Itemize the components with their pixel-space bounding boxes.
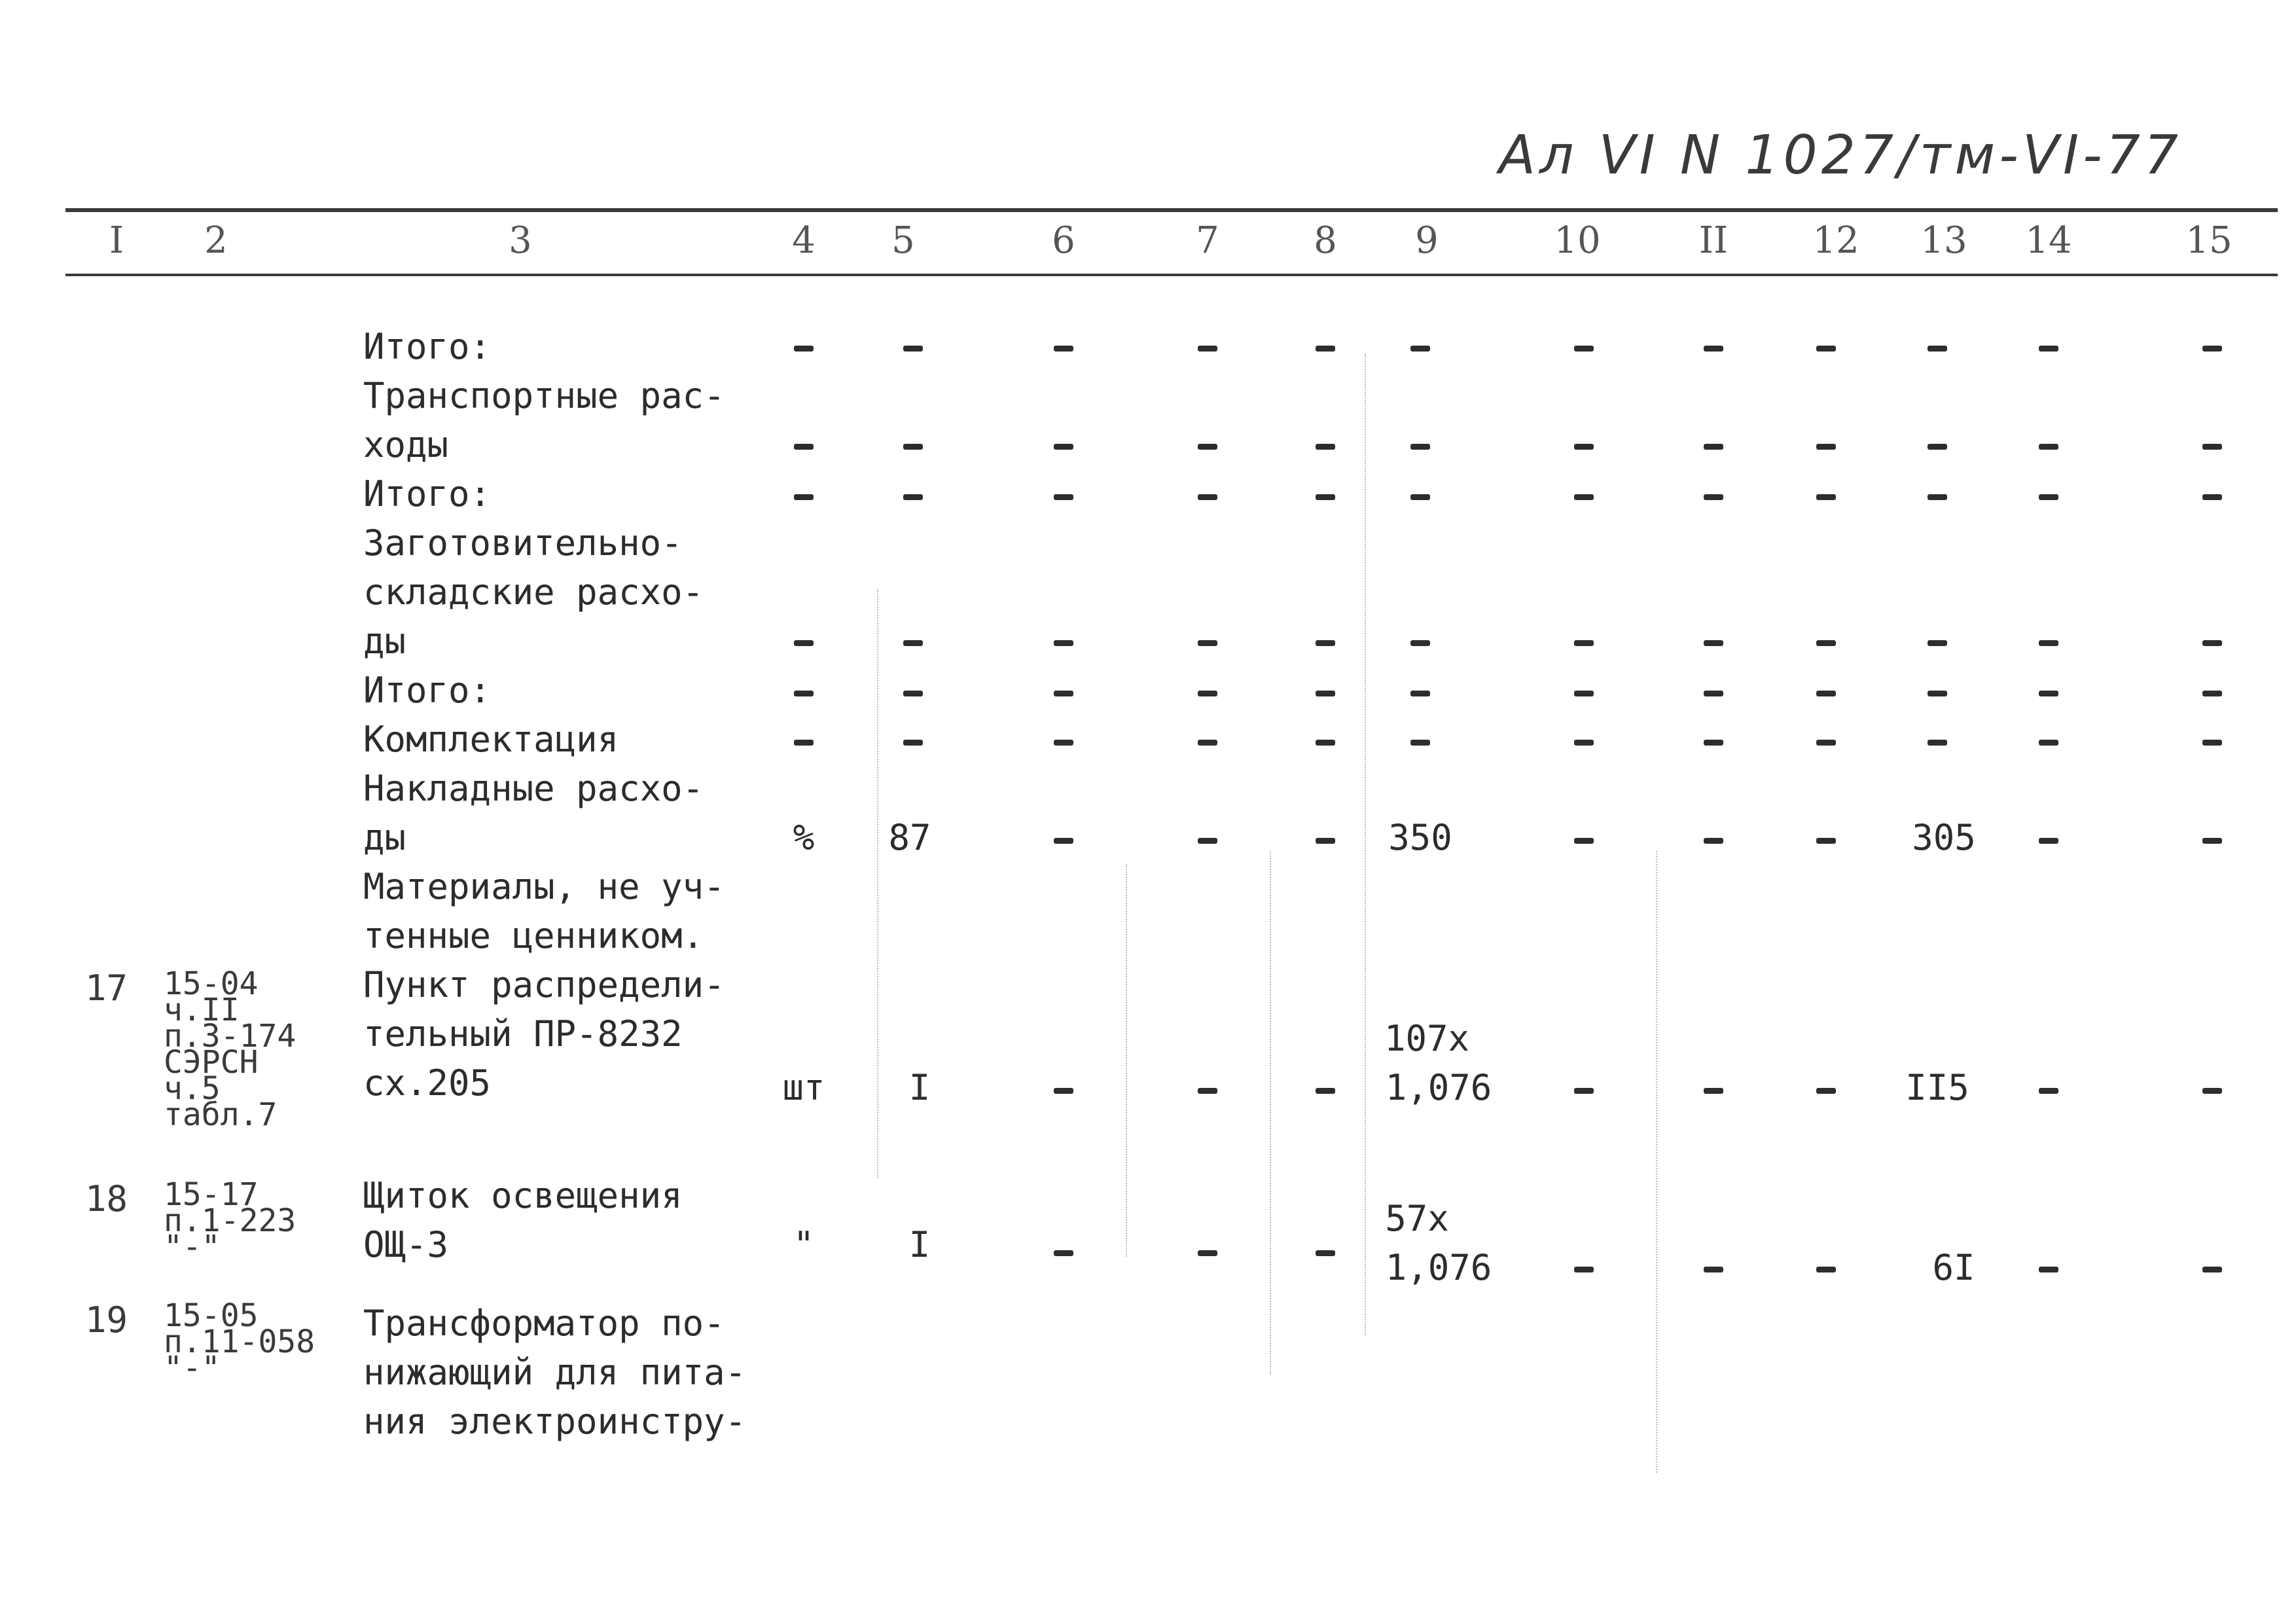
empty-cell-dash	[1410, 740, 1430, 746]
row-19-number: 19	[85, 1299, 128, 1341]
empty-cell-dash	[2202, 691, 2222, 696]
empty-cell-dash	[1704, 691, 1723, 696]
nakl-col5: 87	[888, 817, 931, 858]
column-guide	[1270, 851, 1271, 1375]
row-nakl-label-line1: Накладные расхо-	[363, 768, 704, 809]
row-itogo-1-label: Итого:	[363, 326, 492, 367]
empty-cell-dash	[794, 494, 814, 500]
empty-cell-dash	[1816, 838, 1836, 844]
col-header-13: 13	[1920, 219, 1967, 262]
empty-cell-dash	[1816, 494, 1836, 500]
empty-cell-dash	[1574, 346, 1594, 352]
empty-cell-dash	[1198, 640, 1217, 646]
empty-cell-dash	[1816, 1088, 1836, 1094]
row-17-label-line2: тельный ПР-8232	[363, 1013, 683, 1055]
empty-cell-dash	[1054, 444, 1073, 450]
empty-cell-dash	[1410, 640, 1430, 646]
empty-cell-dash	[1574, 1267, 1594, 1272]
empty-cell-dash	[1928, 346, 1947, 352]
empty-cell-dash	[2039, 1267, 2058, 1272]
col-header-3: 3	[509, 219, 532, 262]
empty-cell-dash	[1316, 1088, 1335, 1094]
row-itogo-3-label: Итого:	[363, 670, 492, 711]
row-itogo-2-label: Итого:	[363, 473, 492, 514]
empty-cell-dash	[903, 494, 923, 500]
empty-cell-dash	[2202, 640, 2222, 646]
table-top-rule	[65, 208, 2278, 212]
empty-cell-dash	[1198, 1250, 1217, 1256]
empty-cell-dash	[1316, 838, 1335, 844]
empty-cell-dash	[1316, 444, 1335, 450]
row-mat-label-line1: Материалы, не уч-	[363, 866, 725, 907]
empty-cell-dash	[2039, 1088, 2058, 1094]
empty-cell-dash	[1704, 838, 1723, 844]
column-guide	[1126, 864, 1127, 1257]
empty-cell-dash	[903, 640, 923, 646]
row-18-label-line2: ОЩ-3	[363, 1224, 449, 1265]
empty-cell-dash	[1054, 691, 1073, 696]
empty-cell-dash	[1410, 494, 1430, 500]
row-17-col5: I	[908, 1067, 931, 1108]
col-header-8: 8	[1314, 219, 1337, 262]
row-18-number: 18	[85, 1178, 128, 1219]
column-guide	[1656, 851, 1657, 1473]
row-18-col5: I	[908, 1224, 931, 1265]
empty-cell-dash	[1928, 494, 1947, 500]
row-19-code: 15-05 п.11-058 "-"	[164, 1297, 315, 1386]
row-mat-label-line2: тенные ценником.	[363, 915, 704, 956]
empty-cell-dash	[794, 640, 814, 646]
empty-cell-dash	[794, 346, 814, 352]
empty-cell-dash	[1198, 1088, 1217, 1094]
empty-cell-dash	[2202, 1088, 2222, 1094]
empty-cell-dash	[2202, 1267, 2222, 1272]
empty-cell-dash	[1054, 494, 1073, 500]
empty-cell-dash	[1928, 444, 1947, 450]
col-header-5: 5	[891, 219, 915, 262]
row-zag-label-line3: ды	[363, 621, 406, 662]
document-stamp: Ал VI N 1027/тм-VI-77	[1499, 124, 2183, 187]
empty-cell-dash	[1410, 346, 1430, 352]
row-18-col13: 6I	[1932, 1247, 1975, 1288]
empty-cell-dash	[2202, 346, 2222, 352]
empty-cell-dash	[1928, 640, 1947, 646]
row-17-col9-line1: 107х	[1384, 1018, 1470, 1059]
col-header-11: II	[1698, 219, 1729, 262]
col-header-1: I	[109, 219, 124, 262]
col-header-9: 9	[1415, 219, 1439, 262]
empty-cell-dash	[1816, 740, 1836, 746]
empty-cell-dash	[1316, 691, 1335, 696]
empty-cell-dash	[794, 691, 814, 696]
empty-cell-dash	[2202, 494, 2222, 500]
column-guide	[877, 589, 878, 1178]
empty-cell-dash	[1574, 1088, 1594, 1094]
empty-cell-dash	[1704, 640, 1723, 646]
row-transport-label-line1: Транспортные рас-	[363, 375, 725, 416]
col-header-10: 10	[1554, 219, 1601, 262]
empty-cell-dash	[2039, 838, 2058, 844]
table-header-rule	[65, 274, 2278, 276]
empty-cell-dash	[1704, 1267, 1723, 1272]
empty-cell-dash	[2039, 640, 2058, 646]
empty-cell-dash	[903, 691, 923, 696]
empty-cell-dash	[1198, 838, 1217, 844]
row-zag-label-line2: складские расхо-	[363, 571, 704, 613]
row-17-col13: II5	[1905, 1067, 1969, 1108]
empty-cell-dash	[1574, 444, 1594, 450]
empty-cell-dash	[1054, 838, 1073, 844]
col-header-4: 4	[792, 219, 816, 262]
nakl-col13: 305	[1912, 817, 1976, 858]
empty-cell-dash	[1316, 740, 1335, 746]
empty-cell-dash	[1704, 346, 1723, 352]
row-18-col9-line1: 57х	[1385, 1198, 1449, 1239]
col-header-12: 12	[1812, 219, 1859, 262]
empty-cell-dash	[1198, 691, 1217, 696]
nakl-col9: 350	[1388, 817, 1452, 858]
empty-cell-dash	[1816, 691, 1836, 696]
empty-cell-dash	[2039, 691, 2058, 696]
empty-cell-dash	[1316, 640, 1335, 646]
col-header-6: 6	[1052, 219, 1075, 262]
row-18-unit: "	[793, 1224, 815, 1265]
nakl-unit: %	[793, 817, 815, 858]
row-17-number: 17	[85, 967, 128, 1009]
empty-cell-dash	[1198, 444, 1217, 450]
empty-cell-dash	[2039, 740, 2058, 746]
empty-cell-dash	[1410, 444, 1430, 450]
empty-cell-dash	[2039, 444, 2058, 450]
empty-cell-dash	[794, 444, 814, 450]
empty-cell-dash	[1054, 1088, 1073, 1094]
row-19-label-line3: ния электроинстру-	[363, 1401, 747, 1442]
row-17-col9-line2: 1,076	[1385, 1067, 1492, 1108]
empty-cell-dash	[2202, 740, 2222, 746]
empty-cell-dash	[1816, 444, 1836, 450]
row-komplekt-label: Комплектация	[363, 719, 619, 760]
row-zag-label-line1: Заготовительно-	[363, 522, 683, 564]
empty-cell-dash	[903, 740, 923, 746]
row-19-label-line1: Трансформатор по-	[363, 1303, 725, 1344]
row-17-code: 15-04 ч.II п.3-174 СЭРСН ч.5 табл.7	[164, 965, 296, 1133]
empty-cell-dash	[1574, 691, 1594, 696]
empty-cell-dash	[794, 740, 814, 746]
empty-cell-dash	[1704, 1088, 1723, 1094]
empty-cell-dash	[1054, 346, 1073, 352]
empty-cell-dash	[1316, 494, 1335, 500]
col-header-15: 15	[2185, 219, 2233, 262]
empty-cell-dash	[1574, 838, 1594, 844]
empty-cell-dash	[1816, 346, 1836, 352]
empty-cell-dash	[2202, 838, 2222, 844]
column-guide	[1365, 353, 1366, 1335]
empty-cell-dash	[1054, 640, 1073, 646]
col-header-2: 2	[204, 219, 228, 262]
empty-cell-dash	[1704, 494, 1723, 500]
empty-cell-dash	[1198, 740, 1217, 746]
empty-cell-dash	[1816, 640, 1836, 646]
row-17-unit: шт	[782, 1067, 825, 1108]
empty-cell-dash	[2202, 444, 2222, 450]
empty-cell-dash	[903, 444, 923, 450]
row-nakl-label-line2: ды	[363, 817, 406, 858]
empty-cell-dash	[1198, 494, 1217, 500]
empty-cell-dash	[1928, 740, 1947, 746]
row-18-label-line1: Щиток освещения	[363, 1175, 683, 1216]
empty-cell-dash	[1704, 444, 1723, 450]
row-17-label-line1: Пункт распредели-	[363, 964, 725, 1005]
row-17-label-line3: сх.205	[363, 1062, 492, 1104]
empty-cell-dash	[1574, 494, 1594, 500]
row-18-col9-line2: 1,076	[1385, 1247, 1492, 1288]
empty-cell-dash	[1574, 640, 1594, 646]
empty-cell-dash	[1054, 1250, 1073, 1256]
row-19-label-line2: нижающий для пита-	[363, 1352, 747, 1393]
empty-cell-dash	[1704, 740, 1723, 746]
empty-cell-dash	[1198, 346, 1217, 352]
row-18-code: 15-17 п.1-223 "-"	[164, 1176, 296, 1265]
empty-cell-dash	[2039, 494, 2058, 500]
empty-cell-dash	[1816, 1267, 1836, 1272]
col-header-7: 7	[1196, 219, 1219, 262]
empty-cell-dash	[1316, 346, 1335, 352]
empty-cell-dash	[903, 346, 923, 352]
empty-cell-dash	[1054, 740, 1073, 746]
empty-cell-dash	[2039, 346, 2058, 352]
col-header-14: 14	[2025, 219, 2072, 262]
empty-cell-dash	[1316, 1250, 1335, 1256]
row-transport-label-line2: ходы	[363, 424, 449, 465]
empty-cell-dash	[1410, 691, 1430, 696]
empty-cell-dash	[1574, 740, 1594, 746]
empty-cell-dash	[1928, 691, 1947, 696]
